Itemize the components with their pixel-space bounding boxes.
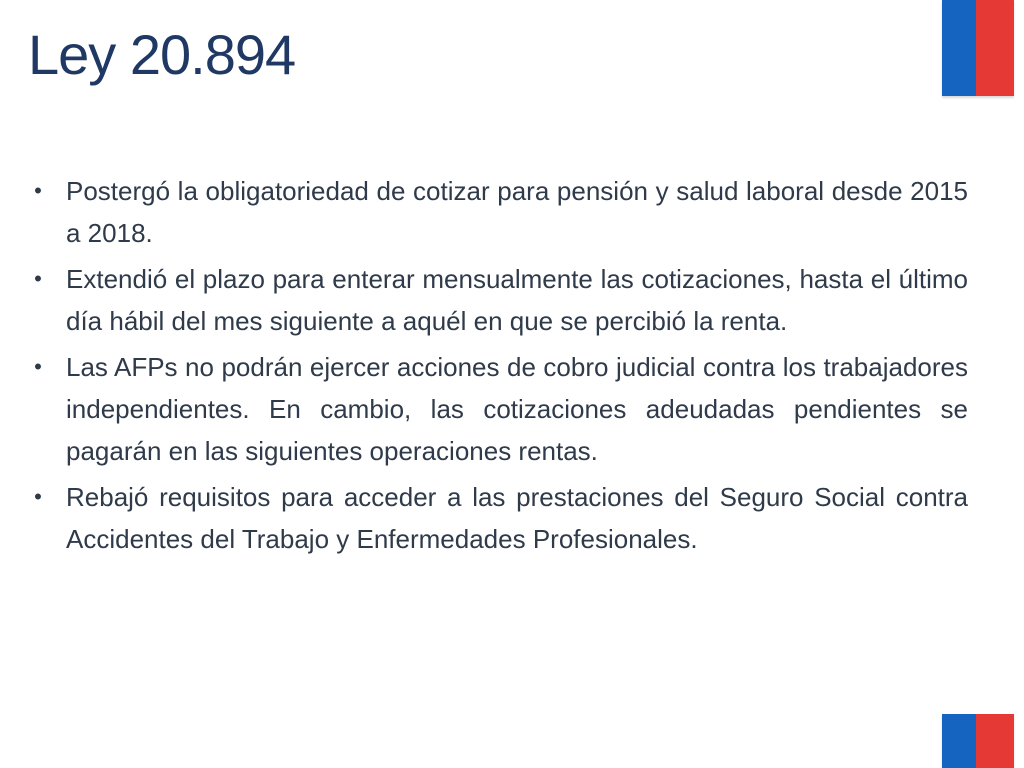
bullet-text: Postergó la obligatoriedad de cotizar para pensión y salud laboral desde 2015 a 2018.: [66, 176, 968, 248]
bullet-list: [28, 170, 968, 564]
flag-blue-stripe: [942, 714, 976, 768]
bullet-dot-icon: •: [34, 484, 42, 509]
bullet-item: [28, 170, 968, 254]
flag-blue-stripe: [942, 0, 976, 96]
bullet-dot-icon: •: [34, 178, 42, 203]
bullet-text: Las AFPs no podrán ejercer acciones de cobro judicial contra los trabajadores independientes. En cambio, las cotizaciones adeudadas pendientes se pagarán en las siguientes operaciones rentas.: [66, 352, 968, 466]
bullet-dot-icon: •: [34, 266, 42, 291]
bullet-item: [28, 476, 968, 560]
flag-red-stripe: [976, 0, 1014, 96]
bullet-text: Extendió el plazo para enterar mensualmente las cotizaciones, hasta el último día hábil del mes siguiente a aquél en que se percibió la renta.: [66, 264, 968, 336]
bullet-text: Rebajó requisitos para acceder a las prestaciones del Seguro Social contra Accidentes del Trabajo y Enfermedades Profesionales.: [66, 482, 968, 554]
bullet-dot-icon: •: [34, 354, 42, 379]
flag-stripe-top-icon: [942, 0, 1014, 96]
flag-red-stripe: [976, 714, 1014, 768]
bullet-item: [28, 258, 968, 342]
slide-title: Ley 20.894: [28, 23, 296, 86]
bullet-item: [28, 346, 968, 472]
flag-stripe-bottom-icon: [942, 714, 1014, 768]
